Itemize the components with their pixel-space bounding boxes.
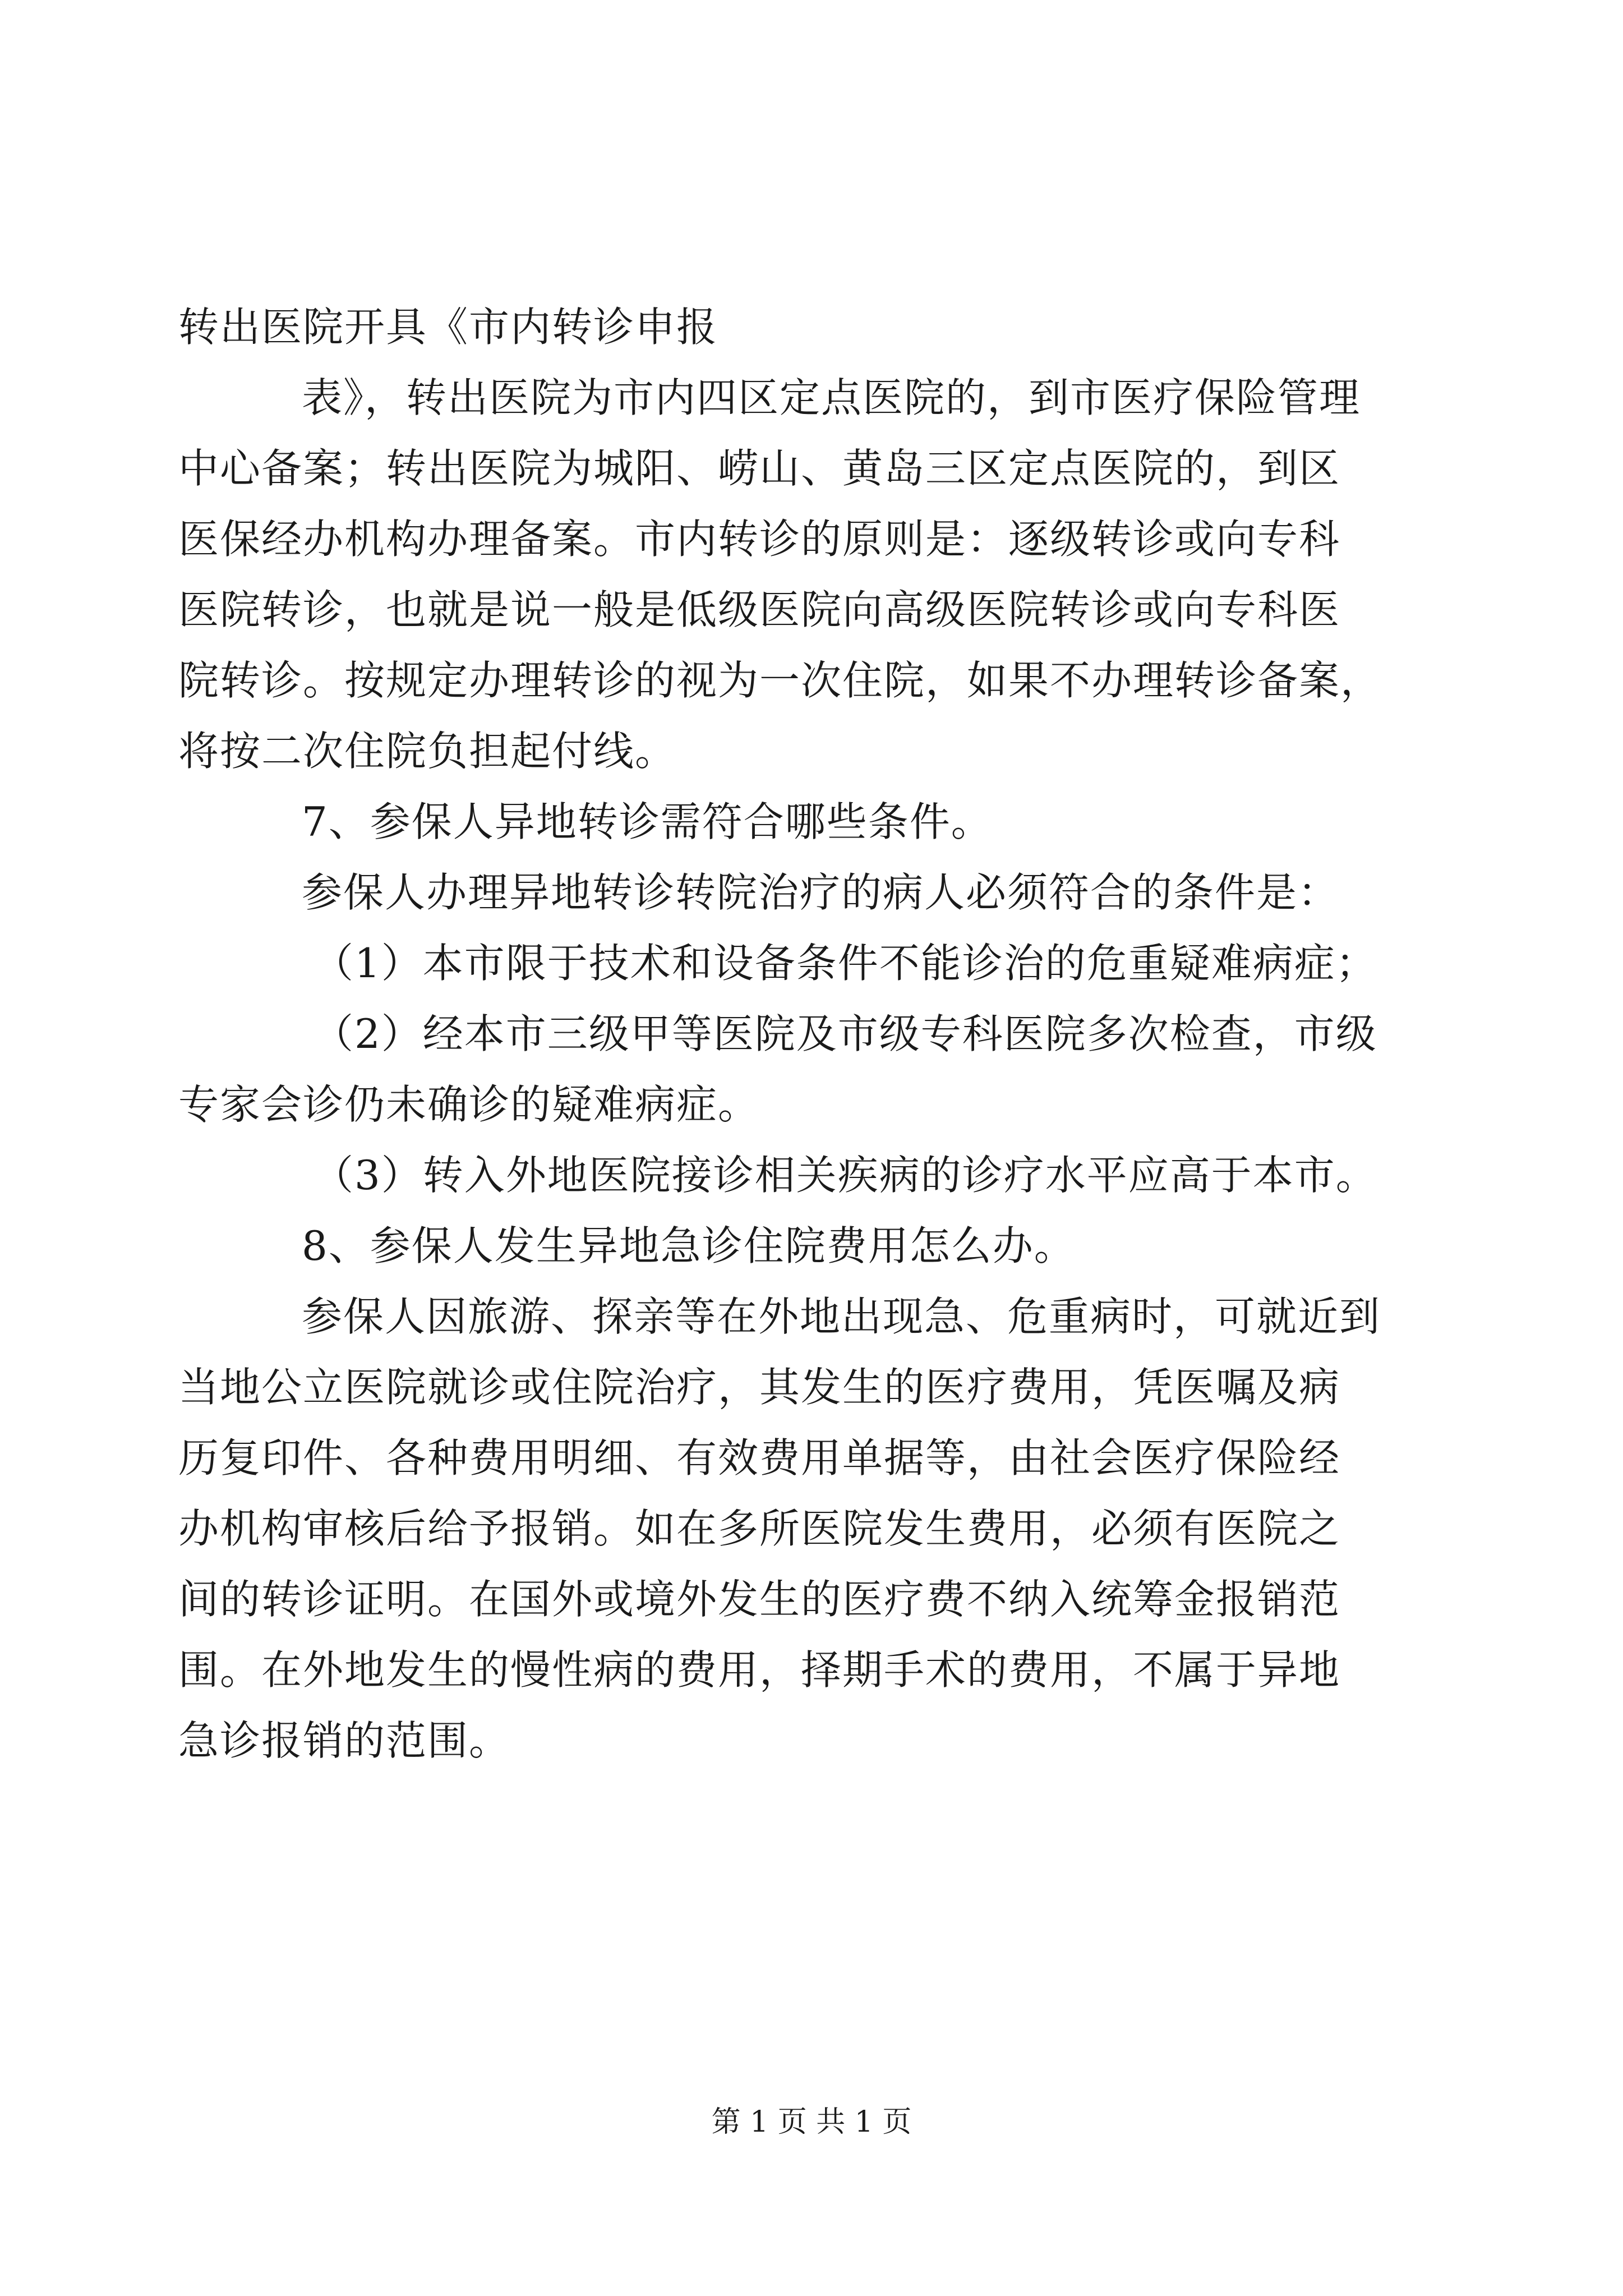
text-line: 医保经办机构办理备案。市内转诊的原则是：逐级转诊或向专科 bbox=[178, 516, 1341, 563]
text-line: 将按二次住院负担起付线。 bbox=[178, 728, 677, 775]
condition-item-2: （2）经本市三级甲等医院及市级专科医院多次检查，市级 bbox=[313, 1010, 1377, 1057]
text-line: 院转诊。按规定办理转诊的视为一次住院，如果不办理转诊备案， bbox=[178, 657, 1382, 704]
condition-item-1: （1）本市限于技术和设备条件不能诊治的危重疑难病症； bbox=[313, 940, 1377, 987]
text-line: 办机构审核后给予报销。如在多所医院发生费用，必须有医院之 bbox=[178, 1505, 1341, 1552]
condition-item-3: （3）转入外地医院接诊相关疾病的诊疗水平应高于本市。 bbox=[313, 1152, 1377, 1199]
section-heading-8: 8、参保人发生异地急诊住院费用怎么办。 bbox=[302, 1222, 1076, 1269]
section-heading-7: 7、参保人异地转诊需符合哪些条件。 bbox=[302, 798, 993, 845]
page-number: 第 1 页 共 1 页 bbox=[711, 2105, 912, 2139]
document-body bbox=[178, 292, 1446, 1776]
text-line: 急诊报销的范围。 bbox=[178, 1717, 511, 1764]
text-line: 表》，转出医院为市内四区定点医院的，到市医疗保险管理 bbox=[302, 374, 1361, 421]
text-line: 参保人因旅游、探亲等在外地出现急、危重病时，可就近到 bbox=[302, 1293, 1381, 1340]
text-line: 转出医院开具《市内转诊申报 bbox=[178, 303, 718, 351]
text-line: 医院转诊，也就是说一般是低级医院向高级医院转诊或向专科医 bbox=[178, 586, 1341, 633]
text-line: 围。在外地发生的慢性病的费用，择期手术的费用，不属于异地 bbox=[178, 1646, 1341, 1694]
text-line: 历复印件、各种费用明细、有效费用单据等，由社会医疗保险经 bbox=[178, 1434, 1341, 1481]
text-line: 间的转诊证明。在国外或境外发生的医疗费不纳入统筹金报销范 bbox=[178, 1576, 1341, 1623]
text-line: 当地公立医院就诊或住院治疗，其发生的医疗费用，凭医嘱及病 bbox=[178, 1364, 1341, 1411]
text-line: 专家会诊仍未确诊的疑难病症。 bbox=[178, 1081, 760, 1128]
page-footer bbox=[0, 2102, 1623, 2142]
text-line: 中心备案；转出医院为城阳、崂山、黄岛三区定点医院的，到区 bbox=[178, 445, 1341, 492]
text-line: 参保人办理异地转诊转院治疗的病人必须符合的条件是： bbox=[302, 869, 1340, 916]
